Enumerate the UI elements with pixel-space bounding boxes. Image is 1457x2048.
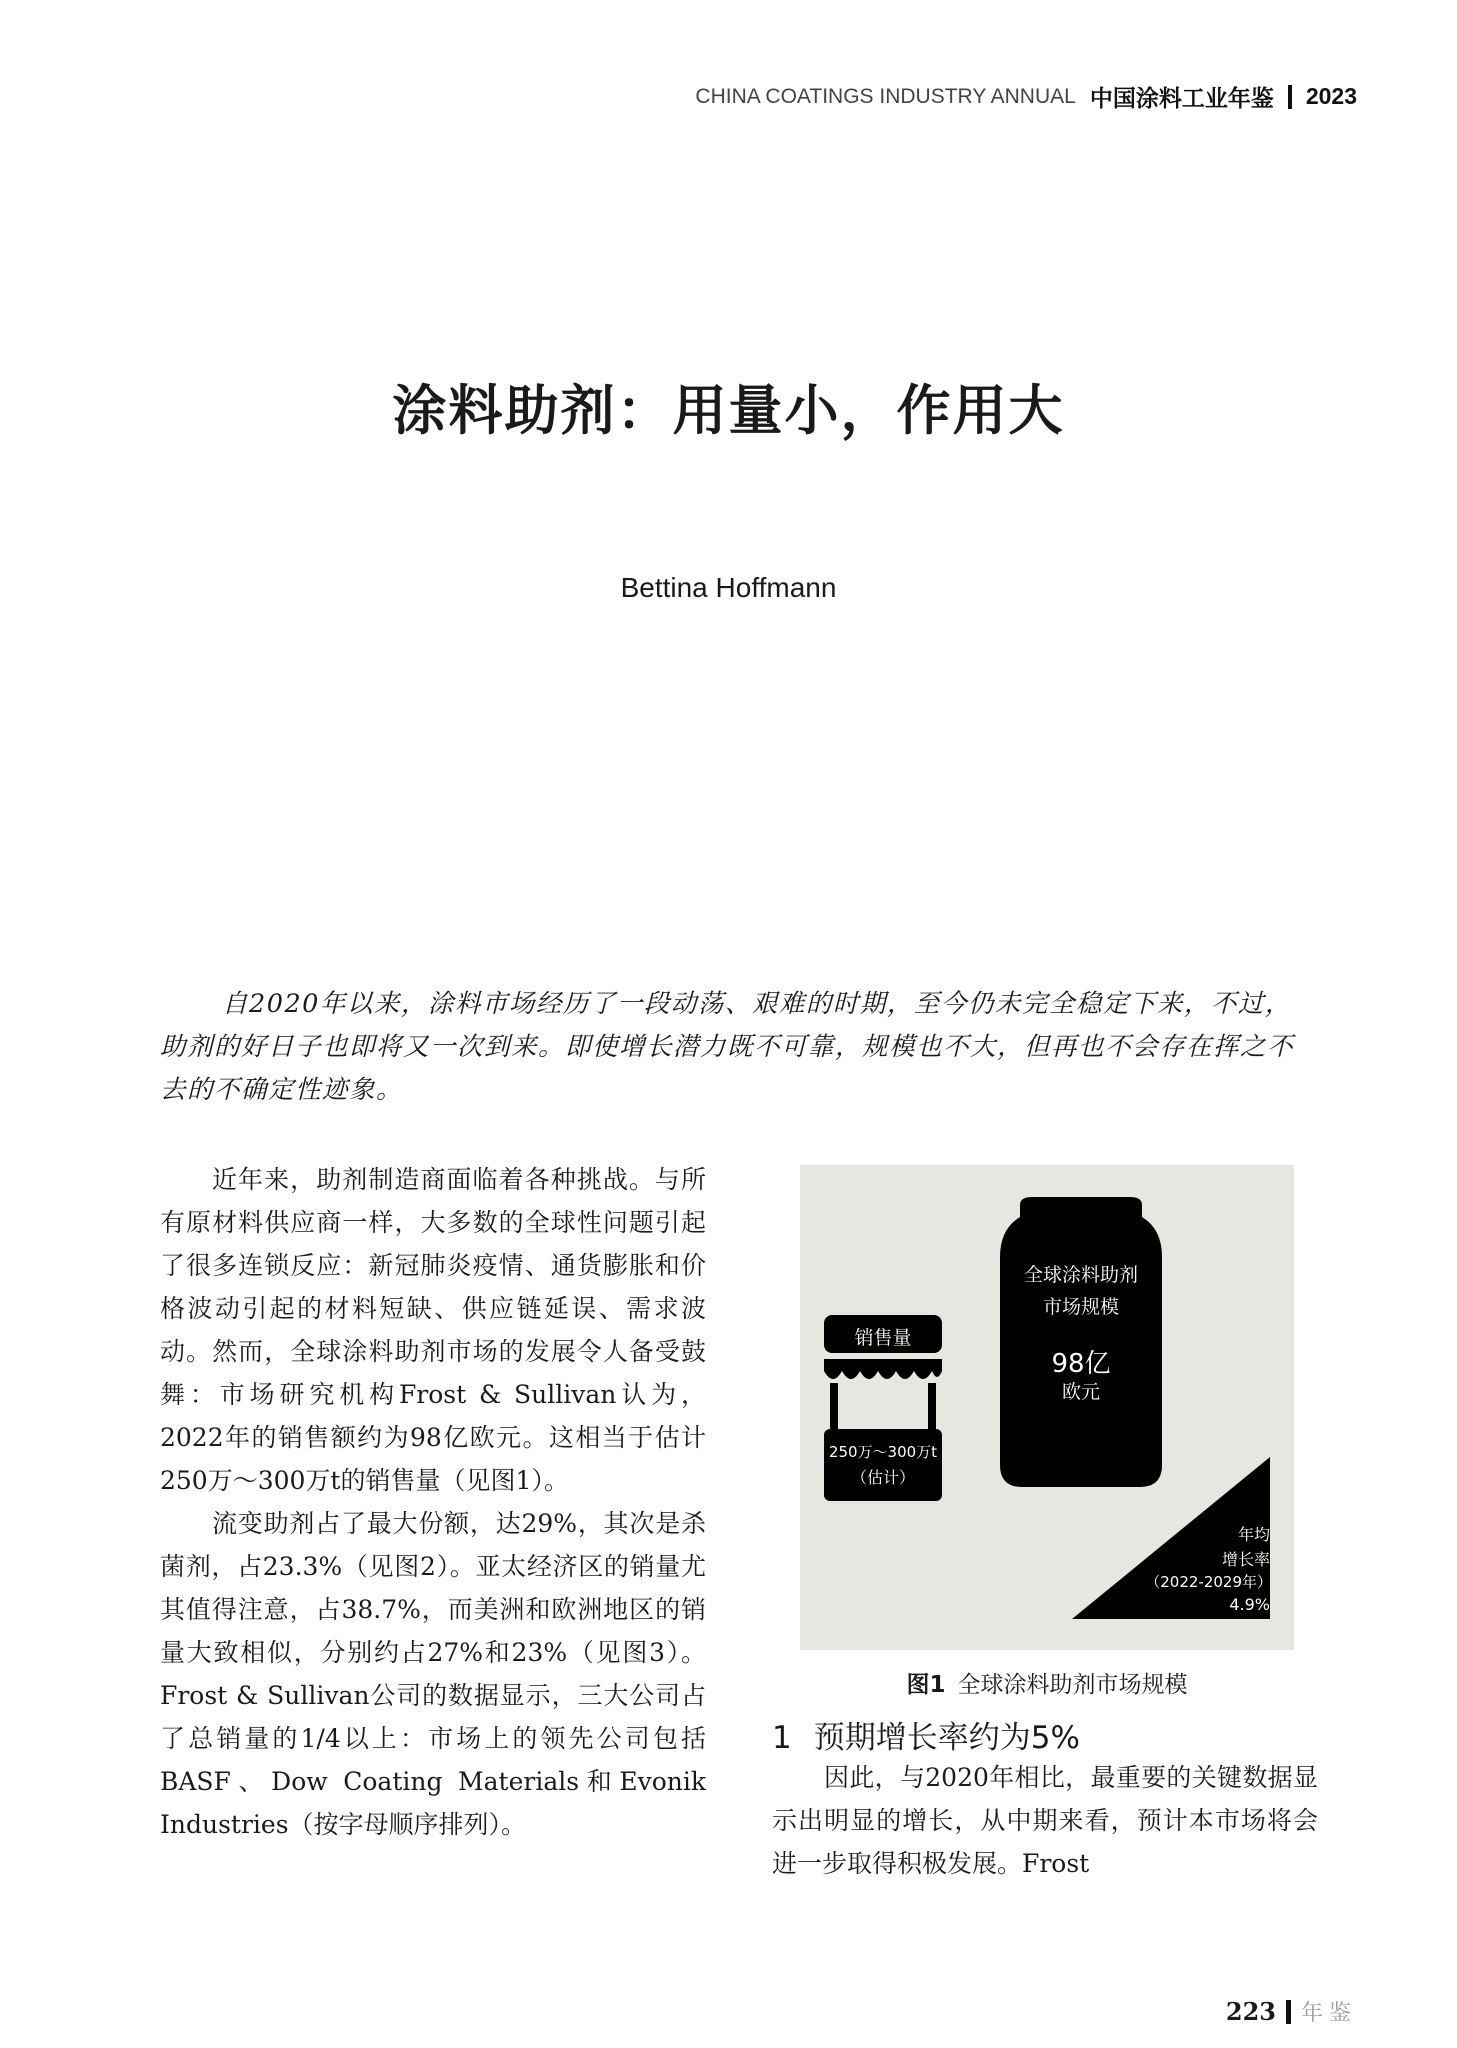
- jar-icon: [1000, 1197, 1162, 1487]
- paragraph: 流变助剂占了最大份额，达29%，其次是杀菌剂，占23.3%（见图2）。亚太经济区的销量尤其值得注意，占38.7%，而美洲和欧洲地区的销量大致相似，分别约占27%和23%（见图3）。Frost & Sullivan公司的数据显示，三大公司占了总销量的1/4以上：市场上的领先公司包括BASF、Dow Coating Materials和Evonik Industries（按字母顺序排列）。: [160, 1509, 706, 1839]
- right-column: [772, 1756, 1318, 1885]
- footer-label: 年鉴: [1300, 2001, 1357, 2026]
- section-title: 预期增长率约为5%: [813, 1720, 1080, 1756]
- footer-divider: [1286, 2000, 1291, 2024]
- stall-note: （估计）: [850, 1468, 915, 1487]
- triangle-line2: 增长率: [1221, 1550, 1270, 1569]
- header-chinese-title: 中国涂料工业年鉴: [1089, 85, 1274, 111]
- left-column: [160, 1158, 706, 1846]
- running-header: [695, 80, 1357, 113]
- triangle-line3: （2022-2029年）: [1145, 1573, 1272, 1591]
- stall-value: 250万～300万t: [828, 1443, 938, 1461]
- figure-1: [800, 1165, 1294, 1650]
- jar-label-line1: 全球涂料助剂: [1023, 1264, 1138, 1286]
- section-heading: [772, 1712, 1080, 1757]
- section-number: 1: [772, 1720, 792, 1756]
- article-title: 涂料助剂：用量小，作用大: [392, 379, 1065, 442]
- page-number: 223: [1225, 1997, 1276, 2026]
- article-abstract: 自2020年以来，涂料市场经历了一段动荡、艰难的时期，至今仍未完全稳定下来，不过，助剂的好日子也即将又一次到来。即使增长潜力既不可靠，规模也不大，但再也不会存在挥之不去的不确定性迹象。: [160, 989, 1295, 1105]
- triangle-value: 4.9%: [1229, 1595, 1270, 1614]
- jar-unit: 欧元: [1061, 1381, 1100, 1403]
- header-divider: [1288, 85, 1292, 109]
- stall-sign: 销售量: [854, 1327, 912, 1349]
- caption-text: 全球涂料助剂市场规模: [957, 1672, 1188, 1698]
- article-author: Bettina Hoffmann: [620, 572, 837, 603]
- header-year: 2023: [1305, 83, 1357, 109]
- jar-value: 98亿: [1051, 1349, 1111, 1379]
- triangle-line1: 年均: [1237, 1525, 1270, 1544]
- figure-1-caption: [800, 1666, 1294, 1699]
- header-english-title: CHINA COATINGS INDUSTRY ANNUAL: [695, 84, 1076, 108]
- paragraph: 因此，与2020年相比，最重要的关键数据显示出明显的增长，从中期来看，预计本市场将会进一步取得积极发展。Frost: [772, 1763, 1318, 1878]
- jar-label-line2: 市场规模: [1042, 1296, 1119, 1318]
- caption-number: 图1: [906, 1672, 946, 1698]
- paragraph: 近年来，助剂制造商面临着各种挑战。与所有原材料供应商一样，大多数的全球性问题引起了很多连锁反应：新冠肺炎疫情、通货膨胀和价格波动引起的材料短缺、供应链延误、需求波动。然而，全球涂料助剂市场的发展令人备受鼓舞：市场研究机构Frost & Sullivan认为，2022年的销售额约为98亿欧元。这相当于估计250万～300万t的销售量（见图1）。: [160, 1165, 706, 1495]
- page-footer: [1226, 1996, 1357, 2027]
